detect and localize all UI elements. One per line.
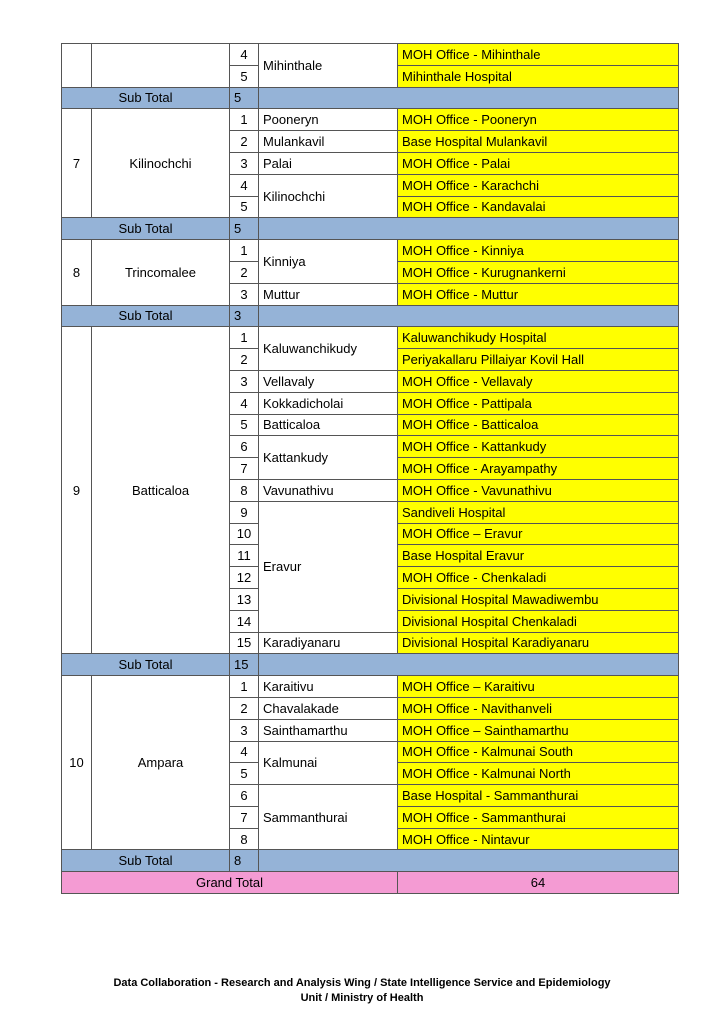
- location-name: MOH Office - Arayampathy: [398, 458, 679, 480]
- table-row: [62, 240, 679, 262]
- location-name: MOH Office - Kurugnankerni: [398, 261, 679, 283]
- subtotal-empty-cell: [259, 305, 679, 327]
- row-index: 2: [230, 131, 259, 153]
- location-name: Base Hospital Eravur: [398, 545, 679, 567]
- row-index: 3: [230, 370, 259, 392]
- location-name: MOH Office - Kattankudy: [398, 436, 679, 458]
- table-row: [62, 327, 679, 349]
- subtotal-row: [62, 87, 679, 109]
- row-index: 5: [230, 414, 259, 436]
- location-name: MOH Office - Sammanthurai: [398, 806, 679, 828]
- subtotal-count: 15: [230, 654, 259, 676]
- location-name: MOH Office - Batticaloa: [398, 414, 679, 436]
- division-name: Karadiyanaru: [259, 632, 398, 654]
- row-index: 5: [230, 196, 259, 218]
- location-name: MOH Office - Kalmunai North: [398, 763, 679, 785]
- row-index: 1: [230, 676, 259, 698]
- row-index: 8: [230, 828, 259, 850]
- district-number: 9: [62, 327, 92, 654]
- location-name: Base Hospital - Sammanthurai: [398, 785, 679, 807]
- row-index: 9: [230, 501, 259, 523]
- location-name: MOH Office - Palai: [398, 152, 679, 174]
- row-index: 4: [230, 741, 259, 763]
- division-name: Kokkadicholai: [259, 392, 398, 414]
- division-name: Sainthamarthu: [259, 719, 398, 741]
- grand-total-value: 64: [398, 872, 679, 894]
- location-name: MOH Office - Kandavalai: [398, 196, 679, 218]
- division-name: Kilinochchi: [259, 174, 398, 218]
- division-name: Karaitivu: [259, 676, 398, 698]
- division-name: Kattankudy: [259, 436, 398, 480]
- subtotal-row: [62, 305, 679, 327]
- row-index: 1: [230, 109, 259, 131]
- row-index: 4: [230, 44, 259, 66]
- subtotal-label: Sub Total: [62, 218, 230, 240]
- row-index: 5: [230, 65, 259, 87]
- subtotal-empty-cell: [259, 87, 679, 109]
- row-index: 3: [230, 283, 259, 305]
- table-row: [62, 676, 679, 698]
- location-name: MOH Office - Mihinthale: [398, 44, 679, 66]
- subtotal-label: Sub Total: [62, 654, 230, 676]
- row-index: 15: [230, 632, 259, 654]
- location-name: Periyakallaru Pillaiyar Kovil Hall: [398, 349, 679, 371]
- subtotal-row: [62, 218, 679, 240]
- location-name: MOH Office - Vellavaly: [398, 370, 679, 392]
- row-index: 4: [230, 392, 259, 414]
- location-name: MOH Office - Navithanveli: [398, 697, 679, 719]
- location-name: Divisional Hospital Karadiyanaru: [398, 632, 679, 654]
- row-index: 7: [230, 458, 259, 480]
- locations-table-body: [62, 44, 679, 894]
- division-name: Batticaloa: [259, 414, 398, 436]
- row-index: 6: [230, 436, 259, 458]
- row-index: 5: [230, 763, 259, 785]
- row-index: 13: [230, 588, 259, 610]
- table-row: [62, 109, 679, 131]
- district-name: Trincomalee: [92, 240, 230, 305]
- footer-line-2: Unit / Ministry of Health: [300, 992, 424, 1004]
- division-name: Pooneryn: [259, 109, 398, 131]
- row-index: 1: [230, 327, 259, 349]
- subtotal-empty-cell: [259, 654, 679, 676]
- row-index: 11: [230, 545, 259, 567]
- district-number: 10: [62, 676, 92, 850]
- location-name: MOH Office - Chenkaladi: [398, 567, 679, 589]
- division-name: Muttur: [259, 283, 398, 305]
- location-name: Divisional Hospital Chenkaladi: [398, 610, 679, 632]
- location-name: MOH Office - Karachchi: [398, 174, 679, 196]
- division-name: Vellavaly: [259, 370, 398, 392]
- location-name: MOH Office - Nintavur: [398, 828, 679, 850]
- district-name: Ampara: [92, 676, 230, 850]
- page-footer: [0, 976, 724, 1006]
- row-index: 8: [230, 479, 259, 501]
- row-index: 1: [230, 240, 259, 262]
- subtotal-count: 8: [230, 850, 259, 872]
- grand-total-label: Grand Total: [62, 872, 398, 894]
- grand-total-row: [62, 872, 679, 894]
- row-index: 7: [230, 806, 259, 828]
- location-name: MOH Office - Muttur: [398, 283, 679, 305]
- subtotal-count: 5: [230, 87, 259, 109]
- location-name: MOH Office – Eravur: [398, 523, 679, 545]
- row-index: 14: [230, 610, 259, 632]
- district-name: Batticaloa: [92, 327, 230, 654]
- row-index: 3: [230, 719, 259, 741]
- district-name: Kilinochchi: [92, 109, 230, 218]
- footer-line-1: Data Collaboration - Research and Analysis Wing / State Intelligence Service and Epidemiology: [113, 977, 611, 989]
- division-name: Sammanthurai: [259, 785, 398, 850]
- row-index: 10: [230, 523, 259, 545]
- location-name: MOH Office – Sainthamarthu: [398, 719, 679, 741]
- row-index: 2: [230, 697, 259, 719]
- subtotal-empty-cell: [259, 218, 679, 240]
- location-name: MOH Office - Kalmunai South: [398, 741, 679, 763]
- division-name: Eravur: [259, 501, 398, 632]
- location-name: MOH Office – Karaitivu: [398, 676, 679, 698]
- location-name: MOH Office - Pooneryn: [398, 109, 679, 131]
- location-name: MOH Office - Pattipala: [398, 392, 679, 414]
- subtotal-label: Sub Total: [62, 87, 230, 109]
- subtotal-count: 3: [230, 305, 259, 327]
- row-index: 4: [230, 174, 259, 196]
- row-index: 3: [230, 152, 259, 174]
- division-name: Kalmunai: [259, 741, 398, 785]
- division-name: Chavalakade: [259, 697, 398, 719]
- district-number: [62, 44, 92, 88]
- subtotal-row: [62, 654, 679, 676]
- subtotal-label: Sub Total: [62, 850, 230, 872]
- division-name: Vavunathivu: [259, 479, 398, 501]
- row-index: 6: [230, 785, 259, 807]
- table-row: [62, 44, 679, 66]
- division-name: Kaluwanchikudy: [259, 327, 398, 371]
- division-name: Mihinthale: [259, 44, 398, 88]
- location-name: MOH Office - Kinniya: [398, 240, 679, 262]
- district-number: 8: [62, 240, 92, 305]
- row-index: 2: [230, 349, 259, 371]
- location-name: Kaluwanchikudy Hospital: [398, 327, 679, 349]
- location-name: Mihinthale Hospital: [398, 65, 679, 87]
- subtotal-label: Sub Total: [62, 305, 230, 327]
- row-index: 2: [230, 261, 259, 283]
- locations-table: [61, 43, 679, 894]
- location-name: Sandiveli Hospital: [398, 501, 679, 523]
- subtotal-count: 5: [230, 218, 259, 240]
- location-name: MOH Office - Vavunathivu: [398, 479, 679, 501]
- district-number: 7: [62, 109, 92, 218]
- location-name: Divisional Hospital Mawadiwembu: [398, 588, 679, 610]
- division-name: Mulankavil: [259, 131, 398, 153]
- division-name: Palai: [259, 152, 398, 174]
- subtotal-empty-cell: [259, 850, 679, 872]
- subtotal-row: [62, 850, 679, 872]
- division-name: Kinniya: [259, 240, 398, 284]
- row-index: 12: [230, 567, 259, 589]
- location-name: Base Hospital Mulankavil: [398, 131, 679, 153]
- district-name: [92, 44, 230, 88]
